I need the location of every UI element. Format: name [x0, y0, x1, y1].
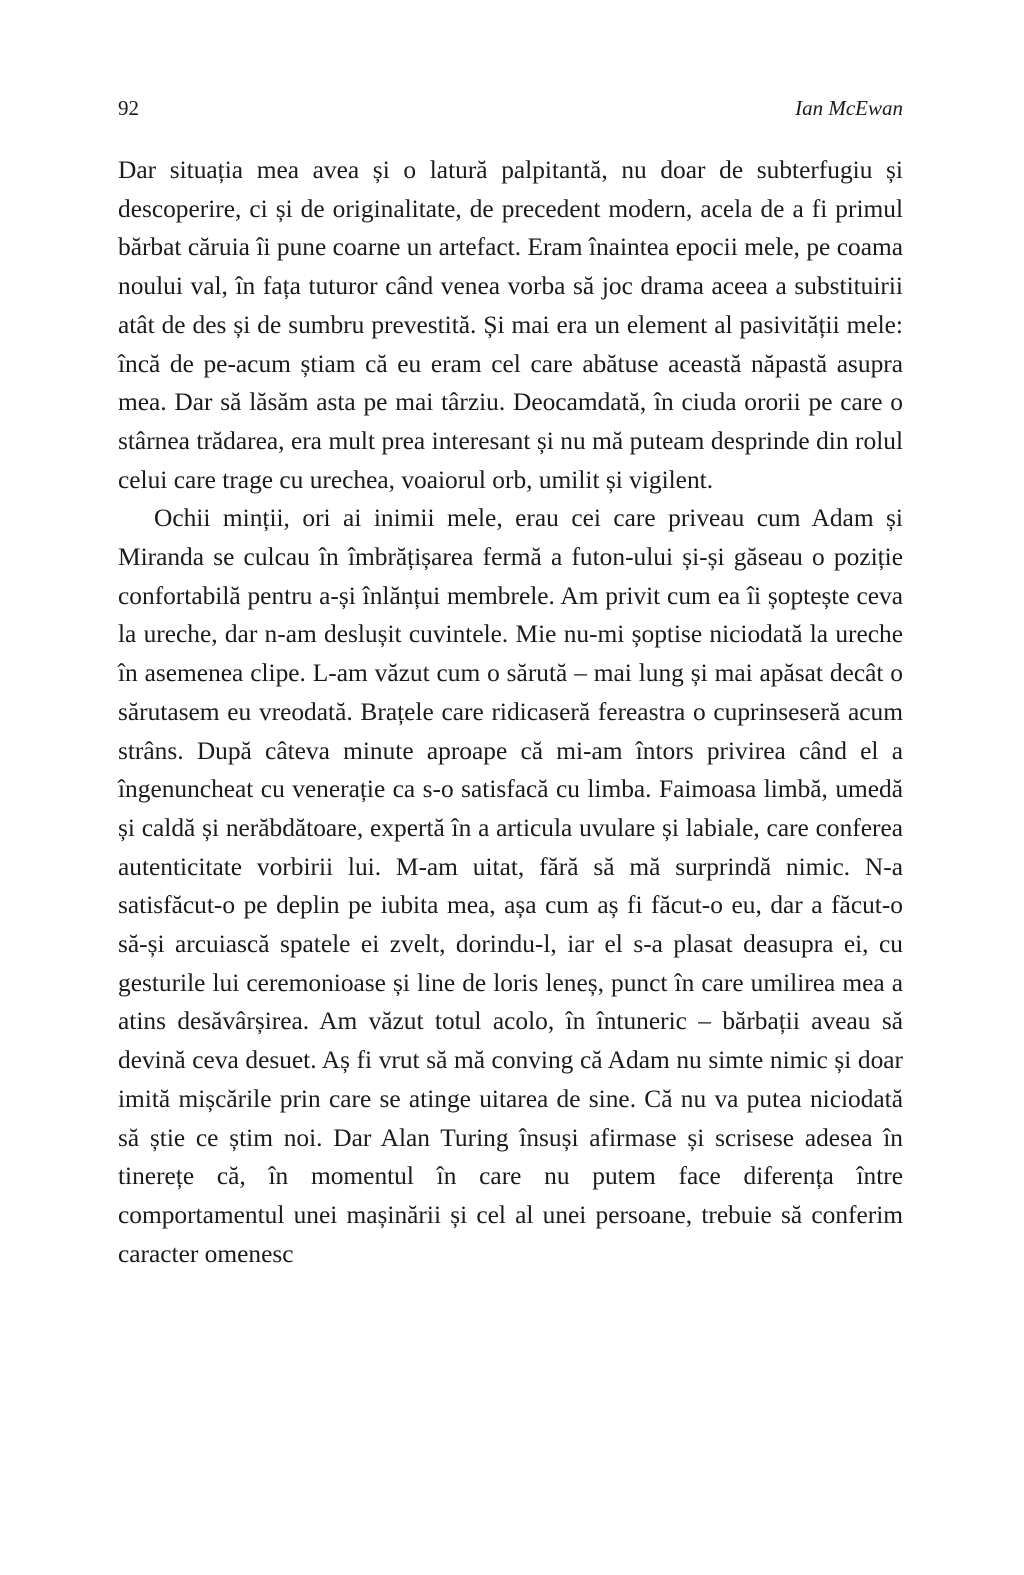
running-head [118, 96, 903, 126]
body-text [118, 151, 903, 1273]
book-page [118, 0, 903, 1575]
running-title: Ian McEwan [795, 96, 903, 120]
paragraph: Dar situația mea avea și o latură palpitantă, nu doar de subterfugiu și descoperire, ci și de originalitate, de precedent modern, acela de a fi primul bărbat căruia îi pune coarne un artefact. Eram înaintea epocii mele, pe coama noului val, în fața tuturor când venea vorba să joc drama aceea a substituirii atât de des și de sumbru prevestită. Și mai era un element al pasivității mele: încă de pe-acum știam că eu eram cel care abătuse această năpastă asupra mea. Dar să lăsăm asta pe mai târziu. Deocamdată, în ciuda ororii pe care o stârnea trădarea, era mult prea interesant și nu mă puteam desprinde din rolul celui care trage cu urechea, voaiorul orb, umilit și vigilent. [118, 156, 903, 494]
paragraph: Ochii minții, ori ai inimii mele, erau cei care priveau cum Adam și Miranda se culcau în îmbrățișarea fermă a futon-ului și-și găseau o poziție confortabilă pentru a-și înlănțui membrele. Am privit cum ea îi șoptește ceva la ureche, dar n-am deslușit cuvintele. Mie nu-mi șoptise niciodată la ureche în asemenea clipe. L-am văzut cum o sărută – mai lung și mai apăsat decât o sărutasem eu vreodată. Brațele care ridicaseră fereastra o cuprinseseră acum strâns. După câteva minute aproape că mi-am întors privirea când el a îngenuncheat cu venerație ca s-o satisfacă cu limba. Faimoasa limbă, umedă și caldă și nerăbdătoare, expertă în a articula uvulare și labiale, care conferea autenticitate vorbirii lui. M-am uitat, fără să mă surprindă nimic. N-a satisfăcut-o pe deplin pe iubita mea, așa cum aș fi făcut-o eu, dar a făcut-o să-și arcuiască spatele ei zvelt, dorindu-l, iar el s-a plasat deasupra ei, cu gesturile lui ceremonioase și line de loris leneș, punct în care umilirea mea a atins desăvârșirea. Am văzut totul acolo, în întuneric – bărbații aveau să devină ceva desuet. Aș fi vrut să mă conving că Adam nu simte nimic și doar imită mișcările prin care se atinge uitarea de sine. Că nu va putea niciodată să știe ce știm noi. Dar Alan Turing însuși afirmase și scrisese adesea în tinerețe că, în momentul în care nu putem face diferența între comportamentul unei mașinării și cel al unei persoane, trebuie să conferim caracter omenesc [118, 504, 903, 1268]
page-number: 92 [118, 96, 139, 120]
